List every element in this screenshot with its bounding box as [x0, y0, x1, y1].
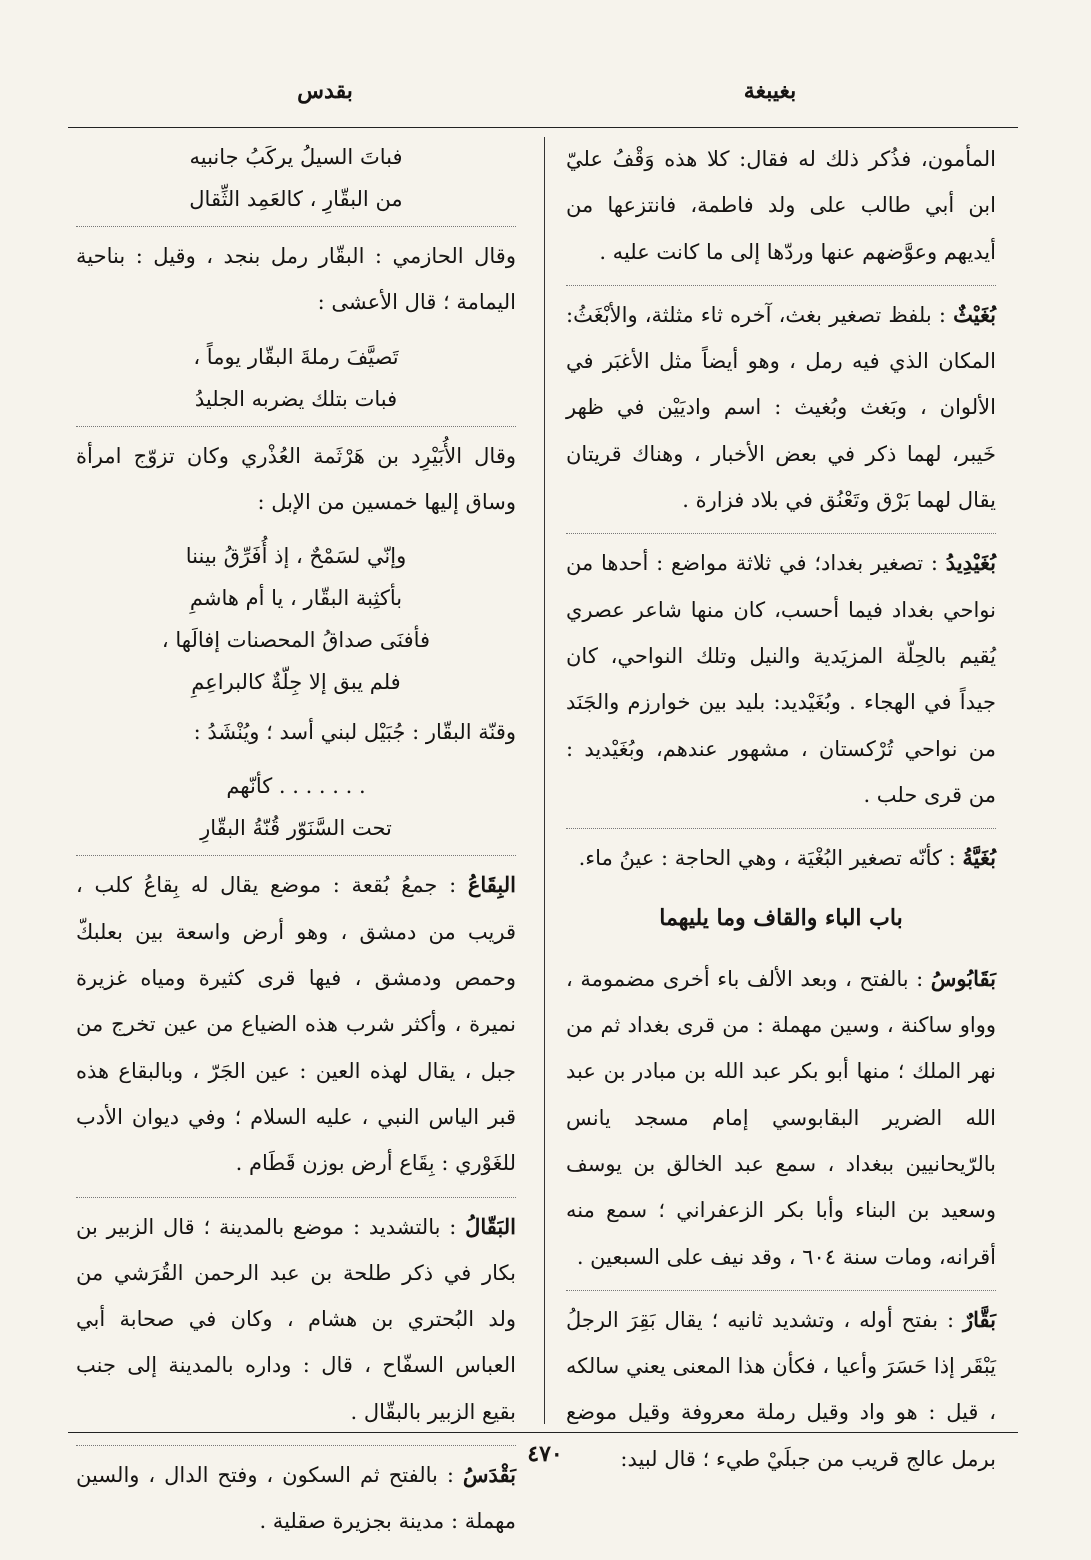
- headword: بَقَابُوسُ: [930, 965, 996, 991]
- verse-line: تَصيَّفَ رملةَ البقّار يوماً ،: [193, 344, 399, 369]
- entry-text: : بالتشديد : موضع بالمدينة ؛ قال الزبير بن بكار في ذكر طلحة بن عبد الرحمن القُرَشي من ولد البُحتري بن هشام ، وكان في صحابة أبي العباس السفّاح ، قال : وداره بالمدينة إلى جنب بقيع الزبير بالبقّال .: [76, 1214, 516, 1424]
- verse-line: فلم يبق إلا جِلّةٌ كالبراعِمِ: [191, 670, 401, 695]
- verse-line: فباتَ السيلُ يركَبُ جانبيه: [189, 145, 403, 169]
- paragraph: وقنّة البقّار : جُبَيْل لبني أسد ؛ ويُنْشَدُ :: [193, 720, 516, 745]
- verse-line: . . . . . . . كأنّهم: [226, 774, 366, 799]
- entry-separator: [76, 426, 516, 427]
- entry-separator: [76, 1445, 516, 1446]
- entry-separator: [566, 1290, 996, 1291]
- entry-separator: [566, 533, 996, 534]
- entry-text: : بفتح أوله ، وتشديد ثانيه ؛ يقال بَقِرَ الرجلُ يَبْقَر إذا حَسَرَ وأعيا ، فكأن هذا المعنى يعني سالكه ، قيل : هو واد وقيل رملة معروفة وقيل موضع برمل عالج قريب من جبلَيْ طيء ؛ قال لبيد:: [566, 1307, 996, 1471]
- entry-text: : بالفتح ، وبعد الألف باء أخرى مضمومة ، وواو ساكنة ، وسين مهملة : من قرى بغداد ثم من نهر الملك ؛ منها أبو بكر عبد الله بن مبادر بن عبد الله الضرير البقابوسي إمام مسجد يانس بالرّيحانيين ببغداد ، سمع عبد الخالق بن يوسف وسعيد بن البناء وأبا بكر الزعفراني ؛ سمع منه أقرانه، ومات سنة ٦٠٤ ، وقد نيف على السبعين .: [566, 966, 996, 1269]
- entry-bughayya: [566, 835, 996, 881]
- entry-text: : بالفتح ثم السكون ، وفتح الدال ، والسين مهملة : مدينة بجزيرة صقلية .: [76, 1463, 516, 1534]
- entry-baqdas: [76, 1452, 516, 1545]
- left-column: [76, 136, 516, 1555]
- entry-text: : بلفظ تصغير بغث، آخره ثاء مثلثة، والأبْغَثُ: المكان الذي فيه رمل ، وهو أيضاً مثل الأغبَر في الألوان ، وبَغث وبُغيث : اسم واديَيْن في ظهر خَيبر، لهما ذكر في بعض الأخبار ، وهناك قريتان يقال لهما بَرْق وتَعْنُق في بلاد فزارة .: [566, 302, 996, 513]
- headword: بُغَيْثٌ: [953, 301, 996, 327]
- entry-text: : تصغير بغداد؛ في ثلاثة مواضع : أحدها من نواحي بغداد فيما أحسب، كان منها شاعر عصري يُقيم بالحِلّة المزيَدية والنيل وتلك النواحي، كان جيداً في الهجاء . وبُغَيْديد: بليد بين خوارزم والجَنَد من نواحي تُرْكستان ، مشهور عندهم، وبُغَيْديد : من قرى حلب .: [566, 551, 996, 807]
- headword: بَقَّارٌ: [962, 1306, 996, 1332]
- headword: بُغَيْدِيدُ: [945, 550, 996, 576]
- poem-verse: [76, 535, 516, 703]
- poem-verse: [76, 765, 516, 849]
- entry-bughaidid: [566, 540, 996, 818]
- poem-verse: [76, 336, 516, 420]
- verse-line: وإنّي لسَمْحٌ ، إذ أُفَرِّقُ بيننا: [185, 544, 407, 569]
- entry-baqabus: [566, 956, 996, 1280]
- entry-separator: [76, 226, 516, 227]
- headword: بَقْدَسُ: [462, 1462, 516, 1488]
- poem-verse: [76, 136, 516, 220]
- column-divider: [544, 137, 545, 1424]
- top-rule: [68, 127, 1018, 128]
- entry-separator: [76, 855, 516, 856]
- paragraph: وقال الحازمي : البقّار رمل بنجد ، وقيل : بناحية اليمامة ؛ قال الأعشى :: [76, 244, 516, 315]
- verse-line: بأكثِبة البقّار ، يا أم هاشمِ: [189, 586, 403, 611]
- entry-albaqqal: [76, 1204, 516, 1435]
- right-column: [566, 136, 996, 1492]
- paragraph: وقال الأُبَيْرِد بن هَرْثَمة العُذْري وكان تزوّج امرأة وساق إليها خمسين من الإبل :: [76, 443, 516, 514]
- entry-text: : كأنّه تصغير البُغْيَة ، وهي الحاجة : عينُ ماء.: [578, 846, 956, 871]
- verse-line: فبات بتلك يضربه الجليدُ: [194, 386, 398, 411]
- verse-line: فأفنَى صداقُ المحصنات إفالَها ،: [161, 628, 431, 653]
- entry-separator: [76, 1197, 516, 1198]
- entry-albiqa: [76, 862, 516, 1186]
- section-title: باب الباء والقاف وما يليهما: [659, 905, 903, 932]
- entry-separator: [566, 285, 996, 286]
- headword: البَقّالُ: [465, 1213, 516, 1239]
- verse-line: من البقّارِ ، كالعَمِد الثِّقال: [189, 187, 403, 211]
- page-number: ٤٧٠: [527, 1441, 563, 1467]
- headword: البِقَاعُ: [467, 872, 516, 898]
- running-header-right: بغيبغة: [743, 78, 797, 104]
- running-header-left: بقدس: [297, 78, 353, 104]
- headword: بُغَيَّةُ: [962, 845, 996, 871]
- entry-text: : جمعُ بُقعة : موضع يقال له بِقاعُ كلب ، قريب من دمشق ، وهو أرض واسعة بين بعلبكّ وحمص ودمشق ، فيها قرى كثيرة ومياه غزيرة نميرة ، وأكثر شرب هذه الضياع من عين تخرج من جبل ، يقال لهذه العين : عين الجَرّ ، وبالبقاع هذه قبر الياس النبي ، عليه السلام ؛ وفي ديوان الأدب للغَوْري : بِقَاع أرض بوزن قَطَام .: [76, 873, 517, 1176]
- verse-line: تحت السَّنَوّر قُنّةُ البقّارِ: [200, 816, 392, 841]
- entry-baqqar: [566, 1297, 996, 1482]
- entry-separator: [566, 828, 996, 829]
- bottom-rule: [68, 1432, 1018, 1433]
- intro-paragraph: المأمون، فذُكر ذلك له فقال: كلا هذه وَقْفُ عليّ ابن أبي طالب على ولد فاطمة، فانتزعها من أيديهم وعوَّضهم عنها وردّها إلى ما كانت عليه .: [566, 147, 996, 264]
- entry-bughaith: [566, 292, 996, 523]
